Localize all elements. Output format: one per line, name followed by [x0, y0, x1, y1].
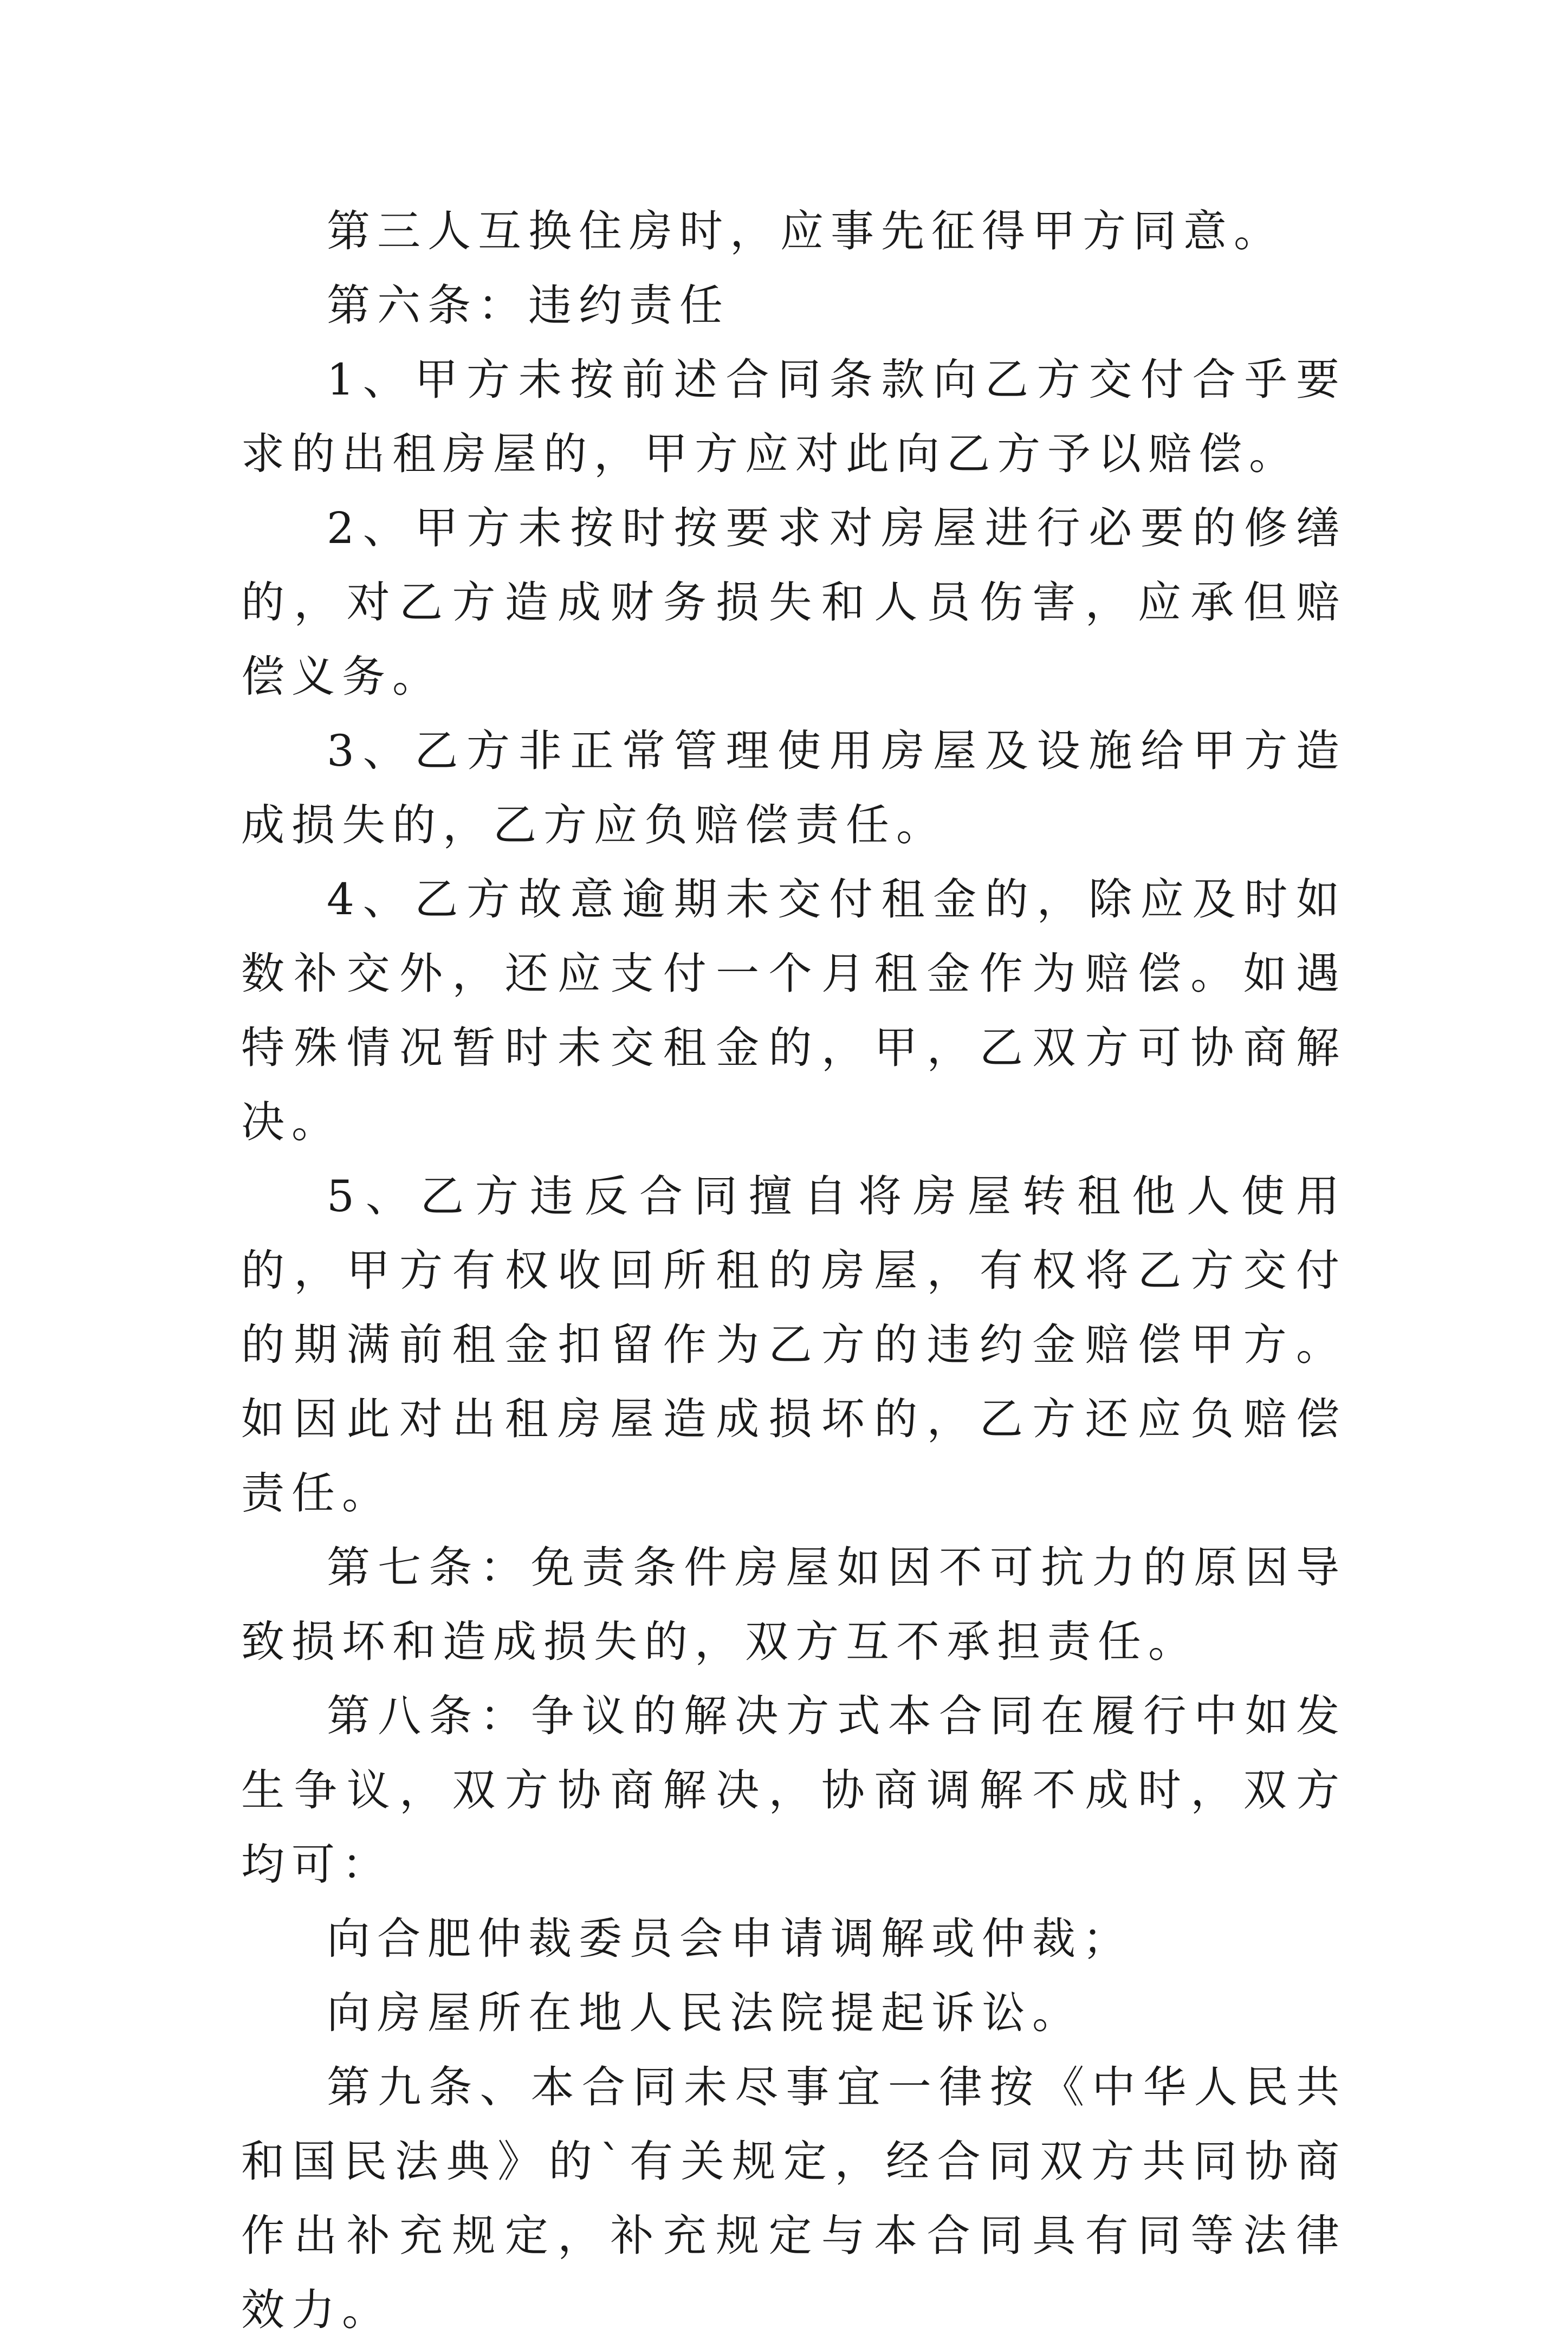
article-6-heading: 第六条：违约责任: [327, 280, 730, 331]
option-arbitration: 向合肥仲裁委员会申请调解或仲裁；: [327, 1913, 1133, 1964]
paragraph-6: 4、乙方故意逾期未交付租金的，除应及时如数补交外，还应支付一个月租金作为赔偿。如遇特殊情况暂时未交租金的，甲，乙双方可协商解决。: [241, 874, 1346, 1147]
paragraph-5: 3、乙方非正常管理使用房屋及设施给甲方造成损失的，乙方应负赔偿责任。: [241, 726, 1346, 850]
paragraph-3: 1、甲方未按前述合同条款向乙方交付合乎要求的出租房屋的，甲方应对此向乙方予以赔偿。: [241, 354, 1346, 479]
paragraph-4: 2、甲方未按时按要求对房屋进行必要的修缮的，对乙方造成财务损失和人员伤害，应承但赔偿义务。: [241, 503, 1346, 702]
paragraph-7: 5、乙方违反合同擅自将房屋转租他人使用的，甲方有权收回所租的房屋，有权将乙方交付的期满前租金扣留作为乙方的违约金赔偿甲方。如因此对出租房屋造成损坏的，乙方还应负赔偿责任。: [241, 1171, 1346, 1518]
article-9-paragraph: 第九条、本合同未尽事宜一律按《中华人民共和国民法典》的`有关规定，经合同双方共同协商作出补充规定，补充规定与本合同具有同等法律效力。: [241, 2062, 1346, 2335]
document-body: [241, 194, 1346, 2347]
article-7-paragraph: 第七条：免责条件房屋如因不可抗力的原因导致损坏和造成损失的，双方互不承担责任。: [241, 1542, 1346, 1667]
paragraph-1: 第三人互换住房时，应事先征得甲方同意。: [327, 206, 1284, 256]
article-8-paragraph: 第八条：争议的解决方式本合同在履行中如发生争议，双方协商解决，协商调解不成时，双方均可：: [241, 1691, 1346, 1890]
option-litigation: 向房屋所在地人民法院提起诉讼。: [327, 1988, 1083, 2038]
